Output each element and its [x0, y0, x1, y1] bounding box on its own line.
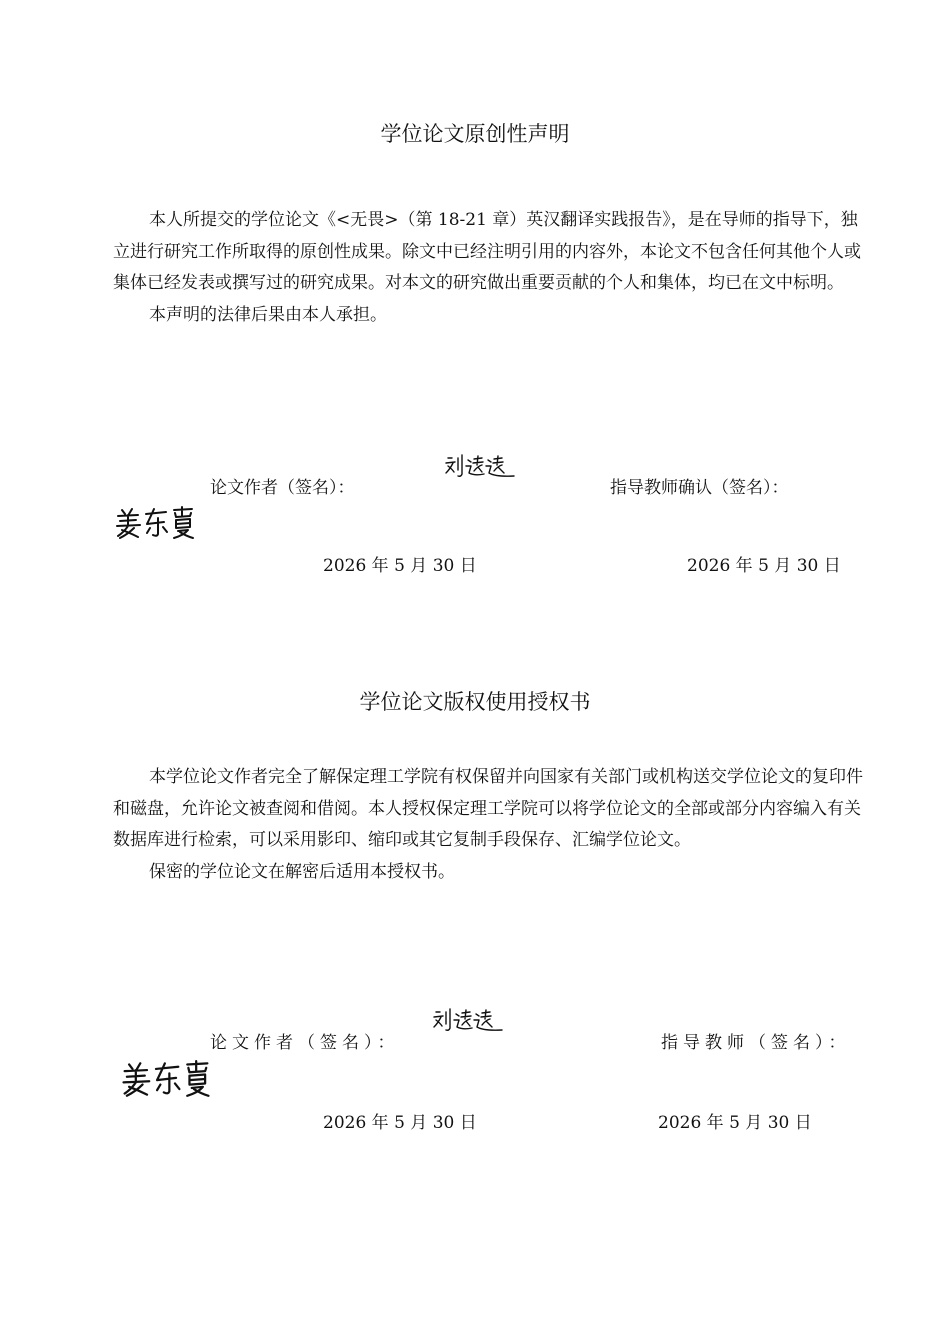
authorization-author-date: 2026 年 5 月 30 日: [323, 1113, 477, 1133]
authorization-author-signature: [432, 1006, 506, 1036]
authorization-body: [113, 762, 873, 888]
declaration-supervisor-signature: [114, 506, 196, 540]
declaration-paragraph-2: 本声明的法律后果由本人承担。: [149, 304, 387, 325]
declaration-author-date: 2026 年 5 月 30 日: [323, 556, 477, 576]
declaration-author-signature: [444, 452, 518, 482]
authorization-paragraph-2: 保密的学位论文在解密后适用本授权书。: [149, 861, 455, 882]
declaration-supervisor-label: 指导教师确认（签名）：: [610, 478, 789, 498]
declaration-paragraph-1: 本人所提交的学位论文《<无畏>（第 18-21 章）英汉翻译实践报告》，是在导师的指导下，独立进行研究工作所取得的原创性成果。除文中已经注明引用的内容外，本论文不包含任何其他个人或集体已经发表或撰写过的研究成果。对本文的研究做出重要贡献的个人和集体，均已在文中标明。: [113, 210, 861, 293]
authorization-supervisor-signature: [114, 1060, 218, 1098]
authorization-supervisor-label: 指导教师（签名）：: [661, 1033, 851, 1053]
declaration-body: [113, 205, 873, 331]
authorization-paragraph-1: 本学位论文作者完全了解保定理工学院有权保留并向国家有关部门或机构送交学位论文的复印件和磁盘，允许论文被查阅和借阅。本人授权保定理工学院可以将学位论文的全部或部分内容编入有关数据库进行检索，可以采用影印、缩印或其它复制手段保存、汇编学位论文。: [113, 767, 863, 850]
declaration-title: 学位论文原创性声明: [380, 122, 570, 146]
declaration-author-label: 论文作者（签名）：: [210, 478, 355, 498]
authorization-author-label: 论文作者（签名）：: [210, 1033, 400, 1053]
declaration-supervisor-date: 2026 年 5 月 30 日: [687, 556, 841, 576]
authorization-title: 学位论文版权使用授权书: [359, 690, 591, 714]
authorization-supervisor-date: 2026 年 5 月 30 日: [658, 1113, 812, 1133]
